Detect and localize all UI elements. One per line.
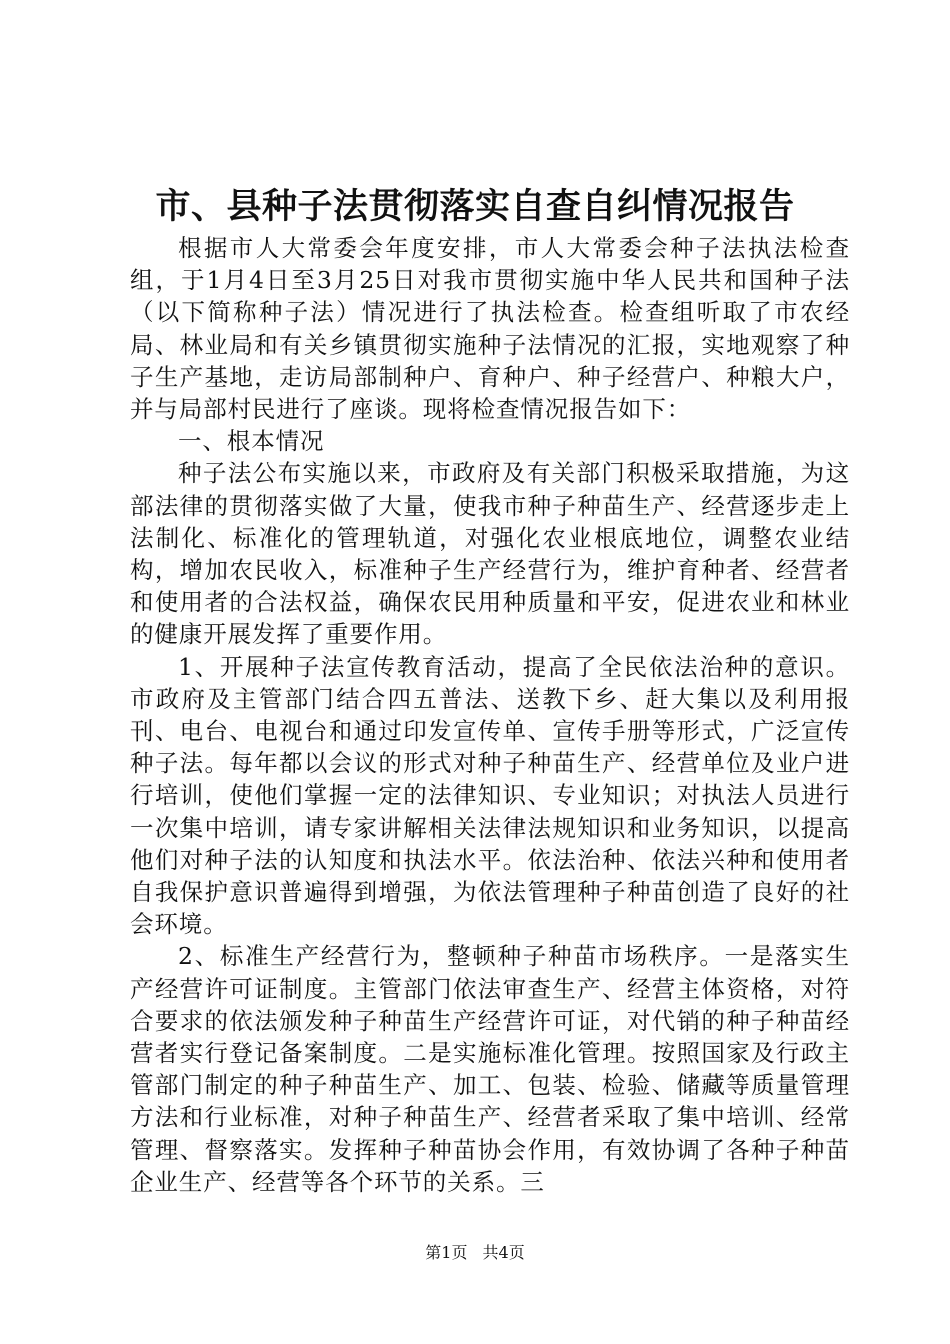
paragraph-intro: 根据市人大常委会年度安排，市人大常委会种子法执法检查组，于1月4日至3月25日对我市贯彻实施中华人民共和国种子法（以下简称种子法）情况进行了执法检查。检查组听取了市农经局、林业局和有关乡镇贯彻实施种子法情况的汇报，实地观察了种子生产基地，走访局部制种户、育种户、种子经营户、种粮大户，并与局部村民进行了座谈。现将检查情况报告如下： (130, 234, 850, 424)
paragraph-item-1: 1、开展种子法宣传教育活动，提高了全民依法治种的意识。市政府及主管部门结合四五普法、送教下乡、赶大集以及利用报刊、电台、电视台和通过印发宣传单、宣传手册等形式，广泛宣传种子法。每年都以会议的形式对种子种苗生产、经营单位及业户进行培训，使他们掌握一定的法律知识、专业知识；对执法人员进行一次集中培训，请专家讲解相关法律法规知识和业务知识，以提高他们对种子法的认知度和执法水平。依法治种、依法兴种和使用者自我保护意识普遍得到增强，为依法管理种子种苗创造了良好的社会环境。 (130, 652, 850, 939)
paragraph-overview: 种子法公布实施以来，市政府及有关部门积极采取措施，为这部法律的贯彻落实做了大量，使我市种子种苗生产、经营逐步走上法制化、标准化的管理轨道，对强化农业根底地位，调整农业结构，增加农民收入，标准种子生产经营行为，维护育种者、经营者和使用者的合法权益，确保农民用种质量和平安，促进农业和林业的健康开展发挥了重要作用。 (130, 459, 850, 649)
paragraph-item-2: 2、标准生产经营行为，整顿种子种苗市场秩序。一是落实生产经营许可证制度。主管部门依法审查生产、经营主体资格，对符合要求的依法颁发种子种苗生产经营许可证，对代销的种子种苗经营者实行登记备案制度。二是实施标准化管理。按照国家及行政主管部门制定的种子种苗生产、加工、包装、检验、储藏等质量管理方法和行业标准，对种子种苗生产、经营者采取了集中培训、经常管理、督察落实。发挥种子种苗协会作用，有效协调了各种子种苗企业生产、经营等各个环节的关系。三 (130, 942, 850, 1196)
document-body (130, 232, 850, 1198)
page-number: 第1页 (425, 1243, 468, 1262)
document-title: 市、县种子法贯彻落实自查自纠情况报告 (155, 186, 795, 227)
page-total: 共4页 (482, 1243, 525, 1262)
section-heading: 一、根本情况 (178, 427, 325, 456)
page-footer (0, 1242, 950, 1264)
